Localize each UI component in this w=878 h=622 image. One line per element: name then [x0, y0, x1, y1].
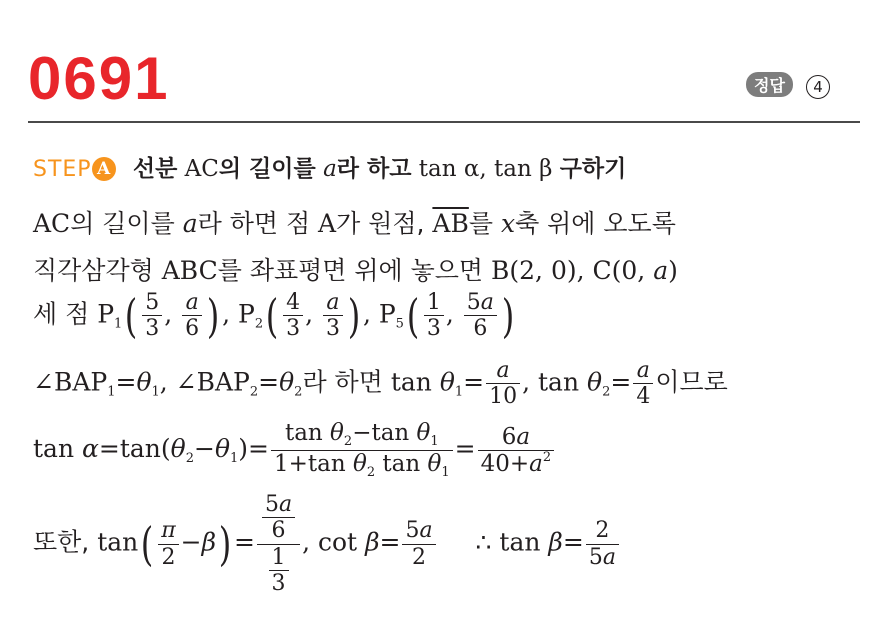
step-title-part: 구하기	[559, 156, 627, 182]
step-heading	[33, 150, 626, 183]
answer-area	[746, 72, 830, 99]
step-title-part: 라 하고	[336, 156, 412, 182]
step-letter-badge: A	[92, 157, 116, 181]
line4-suffix: 이므로	[655, 367, 728, 397]
step-title-part: 선분	[132, 156, 178, 182]
solution-line-6: 또한, tan( $\frac{\pi}{2}$ −β) = $\frac{\frac{5a}{6}}{\frac{1}{3}}$ , cot β= $\frac{5a}{2}$ ∴ tan β= $\frac{2}{5a}$	[33, 492, 621, 596]
solution-line-5: $\tan \alpha=\tan(\theta_2-\theta_1)=$ $\frac{\tan \theta_2-\tan \theta_1}{1+\tan \theta_2 \tan \theta_1}$ = $\frac{6a}{40+a^2}$	[33, 420, 556, 481]
solution-line-4: $\angle BAP_1=\theta_1$, $\angle BAP_2=\theta_2$라 하면 $\tan \theta_1=$ $\frac{a}{10}$ , $\tan \theta_2=$ $\frac{a}{4}$ 이므로	[33, 358, 728, 410]
therefore-symbol: ∴	[475, 527, 492, 557]
problem-number: 0691	[28, 45, 170, 112]
solution-line-3: 세 점 $P_1$( $\frac{5}{3}$ , $\frac{a}{6}$ ) , $P_2$( $\frac{4}{3}$ , $\frac{a}{3}$ ) , $P_5$( $\frac{1}{3}$ , $\frac{5a}{6}$ )	[33, 288, 515, 343]
solution-line-1: AC의 길이를 a라 하면 점 A가 원점, $\overline{AB}$를 x축 위에 오도록	[33, 209, 676, 238]
step-label: STEP	[33, 157, 92, 182]
step-title-a: a	[323, 156, 337, 182]
line3-prefix: 세 점	[33, 299, 90, 329]
header-divider	[28, 121, 860, 123]
answer-badge: 정답	[746, 72, 793, 97]
step-title-ac: AC	[184, 156, 219, 182]
step-title-tan: tan α, tan β	[418, 156, 553, 182]
line6-prefix: 또한,	[33, 527, 90, 557]
answer-circled-number: 4	[806, 75, 830, 99]
step-title-part: 의 길이를	[218, 156, 316, 182]
solution-line-2: 직각삼각형 ABC를 좌표평면 위에 놓으면 B(2, 0), C(0, a)	[33, 256, 678, 285]
